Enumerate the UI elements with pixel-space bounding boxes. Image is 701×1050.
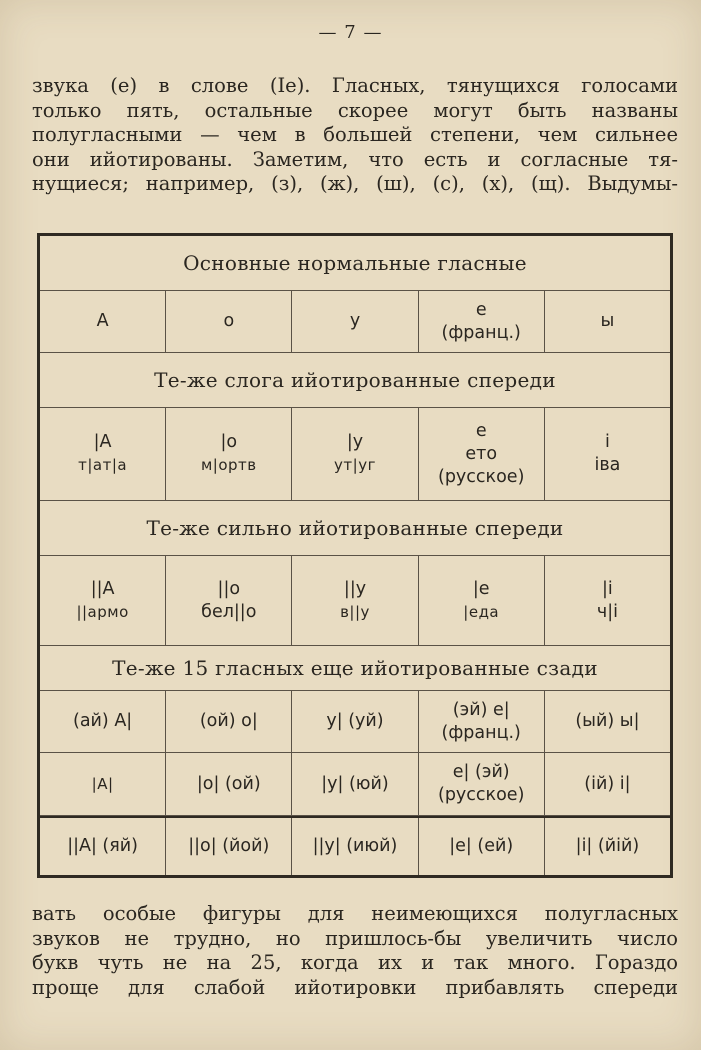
table-cell: (ой) о| bbox=[166, 691, 292, 752]
text-line: проще для слабой ийотировки прибавлять спереди bbox=[32, 975, 678, 999]
table-row bbox=[40, 691, 670, 753]
table-cell: ||о бел||о bbox=[166, 556, 292, 645]
table-cell: ||А| (яй) bbox=[40, 818, 166, 875]
table-cell: е| (эй) (русское) bbox=[419, 753, 545, 815]
table-cell: |о м|ортв bbox=[166, 408, 292, 500]
table-cell: і іва bbox=[594, 432, 621, 475]
top-paragraph bbox=[32, 74, 678, 197]
table-cell: |і| (йій) bbox=[575, 836, 640, 856]
table-cell: е (франц.) bbox=[419, 291, 545, 352]
table-cell: |о| (ой) bbox=[166, 753, 292, 815]
table-cell: (ый) ы| bbox=[575, 711, 640, 731]
table-cell: (ай) А| bbox=[40, 691, 166, 752]
table-cell: (ій) і| bbox=[584, 773, 631, 794]
table-row bbox=[40, 556, 670, 646]
section-header: Те-же 15 гласных еще ийотированные сзади bbox=[40, 646, 670, 691]
text-line: только пять, остальные скорее могут быть названы bbox=[32, 98, 678, 122]
text-line: полугласными — чем в большей степени, чем сильнее bbox=[32, 123, 678, 146]
section-header: Те-же сильно ийотированные спереди bbox=[40, 501, 670, 556]
bottom-paragraph bbox=[32, 902, 678, 1000]
text-line: они ийотированы. Заметим, что есть и согласные тя- bbox=[32, 147, 678, 171]
table-cell: А bbox=[40, 291, 166, 352]
text-line: звуков не трудно, но пришлось-бы увеличить число bbox=[32, 926, 678, 950]
table-cell: ||А ||армо bbox=[40, 556, 166, 645]
table-cell: о bbox=[166, 291, 292, 352]
table-cell: у bbox=[292, 291, 418, 352]
table-cell: у| (уй) bbox=[292, 691, 418, 752]
table-cell: е ето (русское) bbox=[419, 408, 545, 500]
table-cell: |А| bbox=[40, 753, 166, 815]
table-cell: |у ут|уг bbox=[292, 408, 418, 500]
table-cell: ||о| (йой) bbox=[166, 818, 292, 875]
page-number: — 7 — bbox=[318, 22, 383, 43]
section-header: Основные нормальные гласные bbox=[40, 236, 670, 291]
table-cell: |А т|ат|а bbox=[40, 408, 166, 500]
table-row bbox=[40, 408, 670, 501]
table-cell: |і ч|і bbox=[596, 578, 618, 622]
text-line: вать особые фигуры для неимеющихся полугласных bbox=[32, 902, 678, 925]
table-row bbox=[40, 753, 670, 816]
table-cell: ы bbox=[600, 311, 615, 331]
table-row bbox=[40, 291, 670, 353]
text-line: звука (е) в слове (Iе). Гласных, тянущихся голосами bbox=[32, 74, 678, 97]
text-line: букв чуть не на 25, когда их и так много. Гораздо bbox=[32, 951, 678, 974]
table-cell: |е |еда bbox=[419, 556, 545, 645]
table-cell: ||у| (июй) bbox=[292, 818, 418, 875]
vowels-table bbox=[37, 233, 673, 878]
table-cell: |е| (ей) bbox=[419, 818, 545, 875]
table-cell: ||у в||у bbox=[292, 556, 418, 645]
text-line: нущиеся; например, (з), (ж), (ш), (с), (х), (щ). Выдумы- bbox=[32, 172, 678, 195]
table-row bbox=[40, 816, 670, 875]
table-cell: |у| (юй) bbox=[292, 753, 418, 815]
section-header: Те-же слога ийотированные спереди bbox=[40, 353, 670, 408]
table-cell: (эй) е| (франц.) bbox=[419, 691, 545, 752]
